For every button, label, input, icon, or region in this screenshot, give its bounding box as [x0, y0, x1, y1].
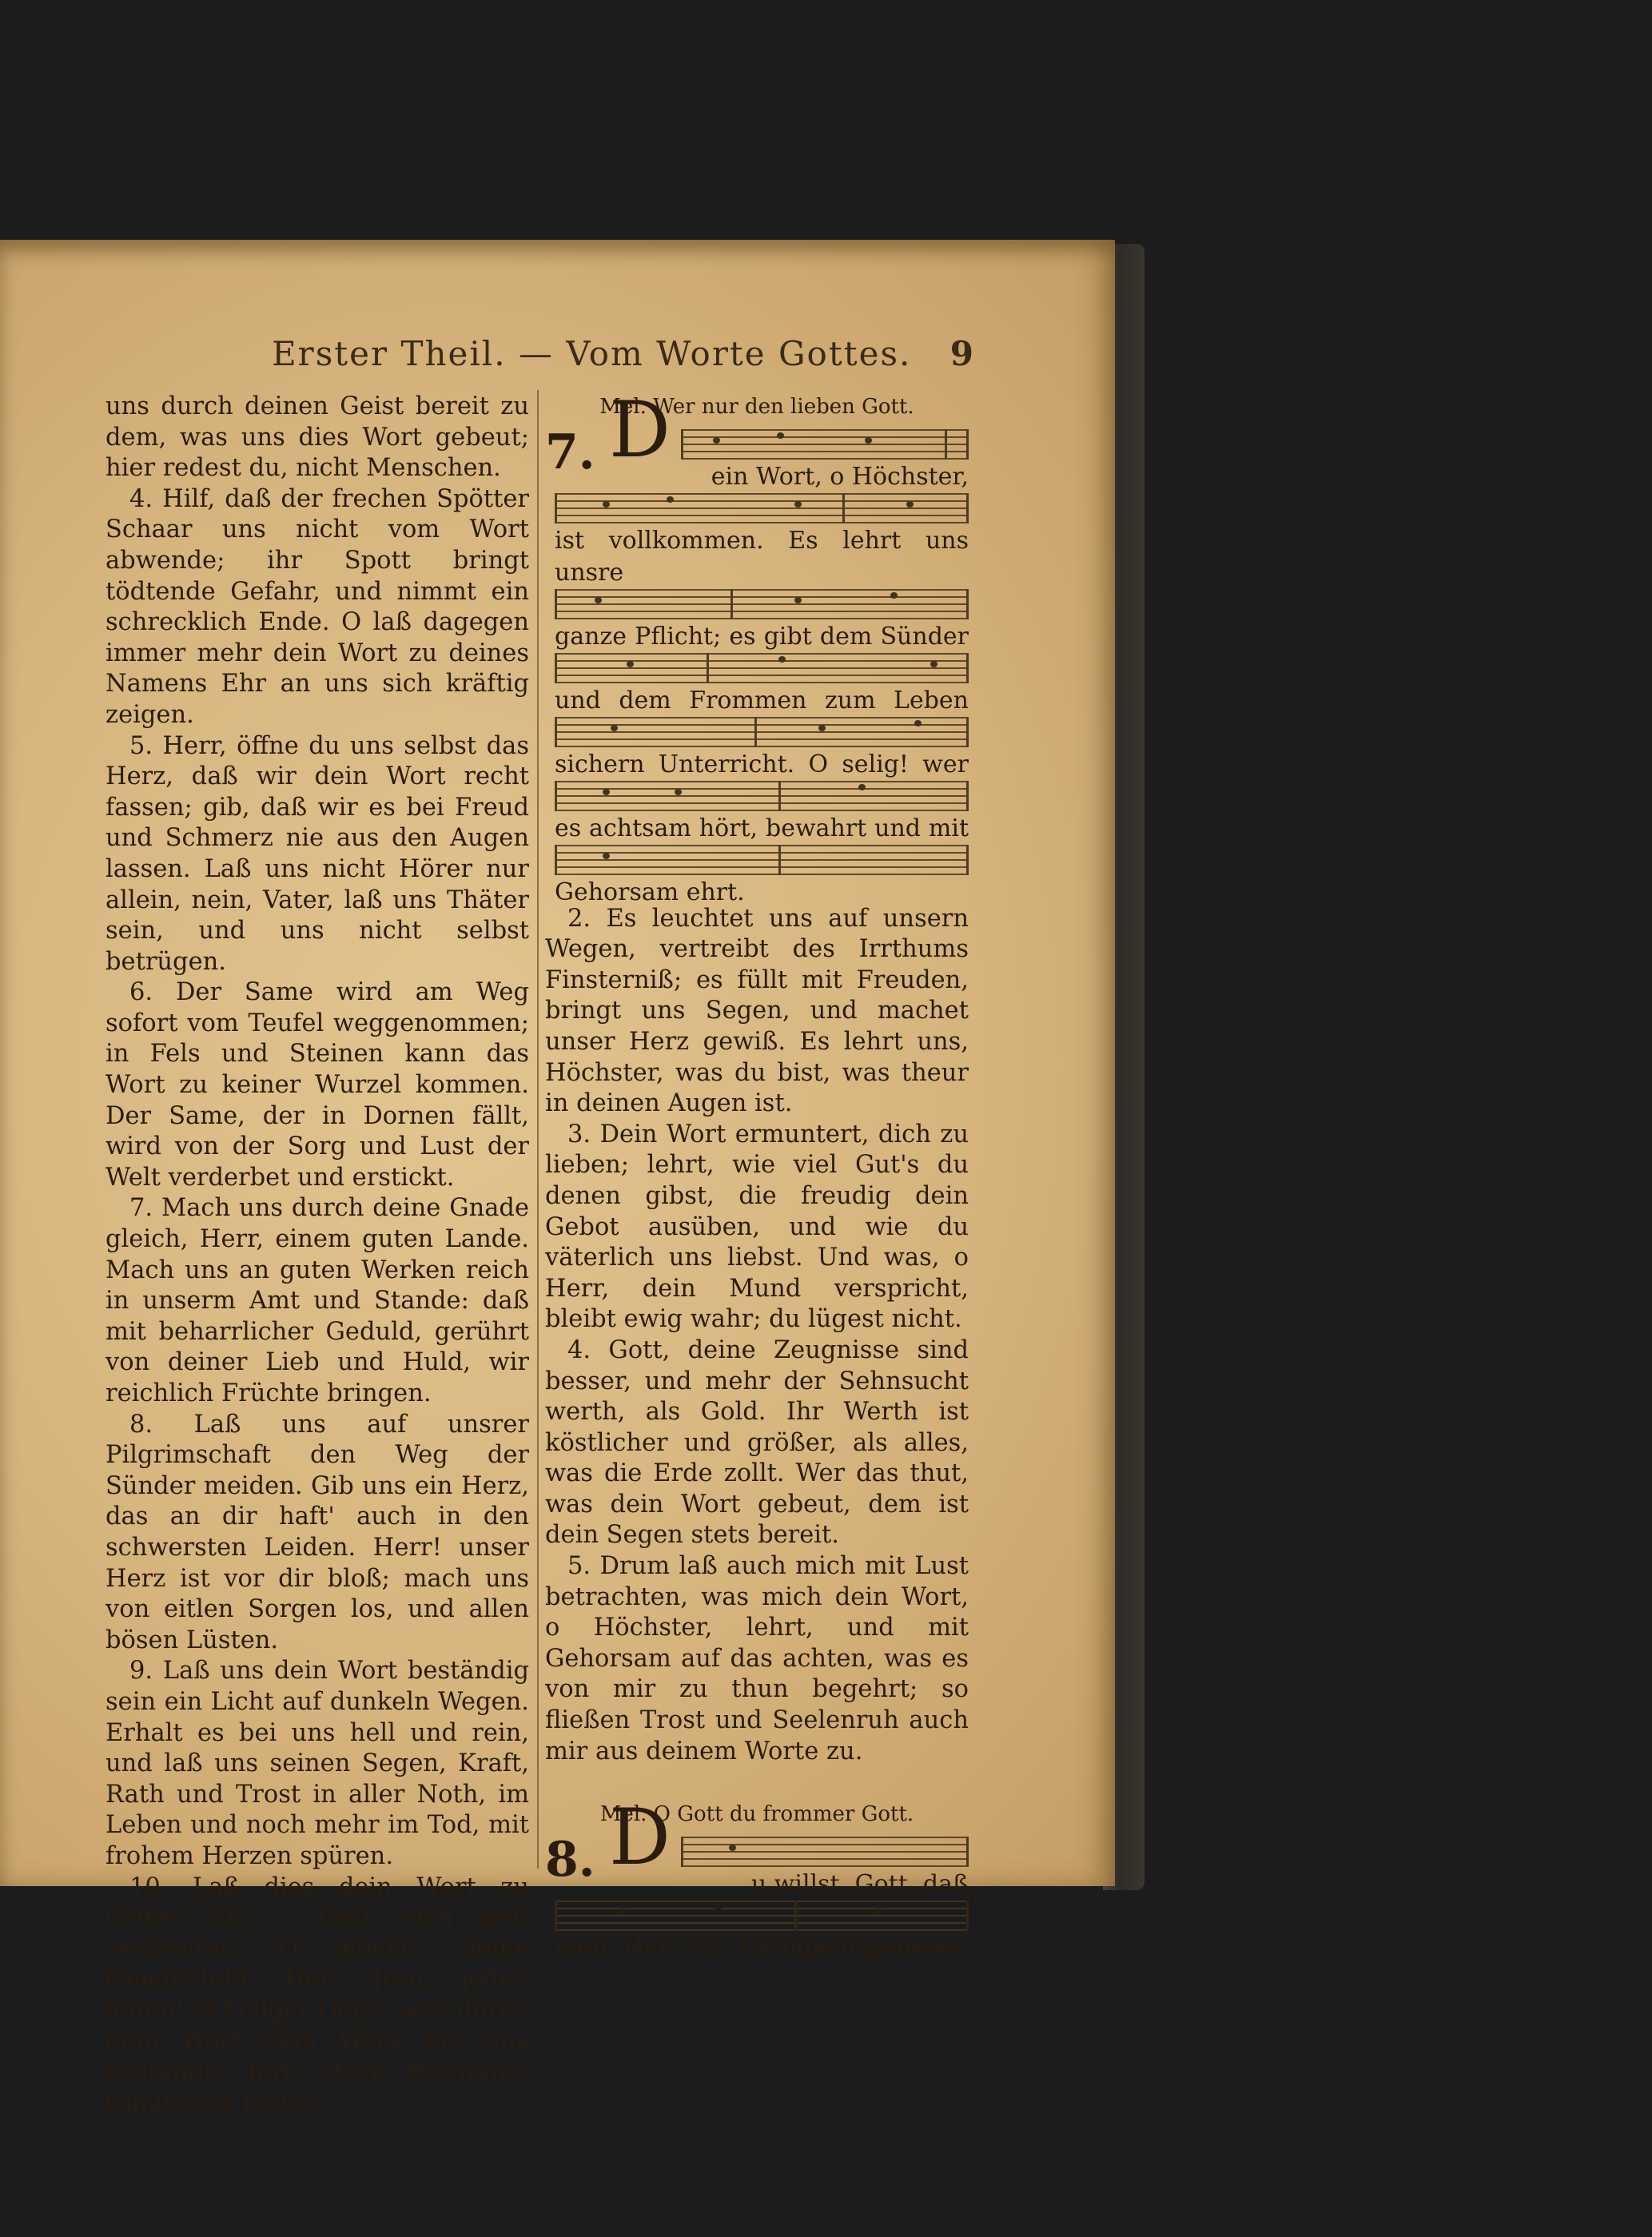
- hymn-7-lyric-6: es achtsam hört, bewahrt und mit: [555, 814, 969, 842]
- music-staff: [681, 429, 969, 461]
- hymn-7-verse-3: 3. Dein Wort ermuntert, dich zu lieben; lehrt, wie viel Gut's du denen gibst, die freudig dein Gebot ausüben, und wie du väterlich uns liebst. Und was, o Herr, dein Mund verspricht, bleibt ewig wahr; du lügest nicht.: [545, 1120, 969, 1334]
- verse-4: 4. Hilf, daß der frechen Spötter Schaar uns nicht vom Wort abwende; ihr Spott bringt tödtende Gefahr, und nimmt ein schrecklich Ende. O laß dagegen immer mehr dein Wort zu deines Namens Ehr an uns sich kräftig zeigen.: [105, 484, 529, 729]
- hymn-7-melody: Mel. Wer nur den lieben Gott.: [599, 395, 914, 419]
- hymn-7-initial: D: [609, 384, 671, 475]
- running-title: Erster Theil. — Vom Worte Gottes.: [272, 334, 912, 373]
- verse-9: 9. Laß uns dein Wort beständig sein ein Licht auf dunkeln Wegen. Erhalt es bei uns hell und rein, und laß uns seinen Segen, Kraft, Rath und Trost in aller Noth, im Leben und noch mehr im Tod, mit frohem Herzen spüren.: [105, 1657, 529, 1870]
- hymn-7-verse-4: 4. Gott, deine Zeugnisse sind besser, und mehr der Sehnsucht werth, als Gold. Ihr Werth ist köstlicher und größer, als alles, was die Erde zollt. Wer das thut, was dein Wort gebeut, dem ist dein Segen stets bereit.: [545, 1335, 969, 1550]
- hymn-7-number: 7.: [545, 424, 595, 480]
- hymn-8-lyric-1: u willst, Gott, daß: [750, 1869, 969, 1898]
- left-column: [105, 392, 529, 2119]
- verse-7: 7. Mach uns durch deine Gnade gleich, Herr, einem guten Lande. Mach uns an guten Werken reich in unserm Amt und Stande: daß mit beharrlicher Geduld, gerührt von deiner Lieb und Huld, wir reichlich Früchte bringen.: [105, 1194, 529, 1407]
- hymn-8-lyric-2: mein Herz zur Heiligkeit gene-se;: [555, 1933, 969, 1962]
- music-staff: [681, 1837, 969, 1869]
- music-staff: [555, 845, 969, 877]
- hymn-7-lyric-3: ganze Pflicht; es gibt dem Sünder: [555, 622, 969, 651]
- music-staff: [555, 781, 969, 813]
- music-staff: [555, 717, 969, 749]
- hymn-8-number: 8.: [545, 1831, 595, 1888]
- hymn-7-lyric-2: ist vollkommen. Es lehrt uns unsre: [555, 526, 969, 587]
- verse-continuation: uns durch deinen Geist bereit zu dem, was uns dies Wort gebeut; hier redest du, nicht Menschen.: [105, 392, 529, 483]
- hymn-8-initial: D: [609, 1792, 671, 1882]
- music-staff: [555, 589, 969, 621]
- hymn-8-melody: Mel. O Gott du frommer Gott.: [599, 1802, 914, 1827]
- hymn-7-lyric-5: sichern Unterricht. O selig! wer: [555, 750, 969, 778]
- column-divider: [537, 390, 539, 1869]
- music-staff: [555, 653, 969, 685]
- hymn-7-lyric-4: und dem Frommen zum Leben: [555, 686, 969, 714]
- music-staff: [555, 493, 969, 525]
- page-number: 9: [949, 334, 975, 373]
- verse-10: 10. Laß dies dein Wort zu deiner Ehr, o Gott, sich weit verbreiten. O möchte deine Gnadenlehr, Herr Jesu, jeden leiten! O heilger Geist, setz durch dein Wort dein Werk bei uns beständig fort; stärk Hoffnung, Glaub und Liebe.: [105, 1873, 529, 2117]
- running-header: [272, 334, 975, 382]
- right-column: [545, 384, 969, 1980]
- book-page: [0, 240, 1115, 2117]
- hymn-7-lyric-1: ein Wort, o Höchster,: [711, 462, 969, 491]
- hymn-7-verse-5: 5. Drum laß auch mich mit Lust betrachten, was mich dein Wort, o Höchster, lehrt, und mit Gehorsam auf das achten, was es von mir zu thun begehrt; so fließen Trost und Seelenruh auch mir aus deinem Worte zu.: [545, 1552, 969, 1765]
- hymn-7-verse-2: 2. Es leuchtet uns auf unsern Wegen, vertreibt des Irrthums Finsterniß; es füllt mit Freuden, bringt uns Segen, und machet unser Herz gewiß. Es lehrt uns, Höchster, was du bist, was theur in deinen Augen ist.: [545, 904, 969, 1118]
- verse-8: 8. Laß uns auf unsrer Pilgrimschaft den Weg der Sünder meiden. Gib uns ein Herz, das an dir haft' auch in den schwersten Leiden. Herr! unser Herz ist vor dir bloß; mach uns von eitlen Sorgen los, und allen bösen Lüsten.: [105, 1410, 529, 1654]
- music-staff: [555, 1901, 969, 1932]
- verse-5: 5. Herr, öffne du uns selbst das Herz, daß wir dein Wort recht fassen; gib, daß wir es bei Freud und Schmerz nie aus den Augen lassen. Laß uns nicht Hörer nur allein, nein, Vater, laß uns Thäter sein, und uns nicht selbst betrügen.: [105, 731, 529, 976]
- hymn-7-lyric-7: Gehorsam ehrt.: [555, 878, 745, 906]
- verse-6: 6. Der Same wird am Weg sofort vom Teufel weggenommen; in Fels und Steinen kann das Wort zu keiner Wurzel kommen. Der Same, der in Dornen fällt, wird von der Sorg und Lust der Welt verderbet und erstickt.: [105, 978, 529, 1192]
